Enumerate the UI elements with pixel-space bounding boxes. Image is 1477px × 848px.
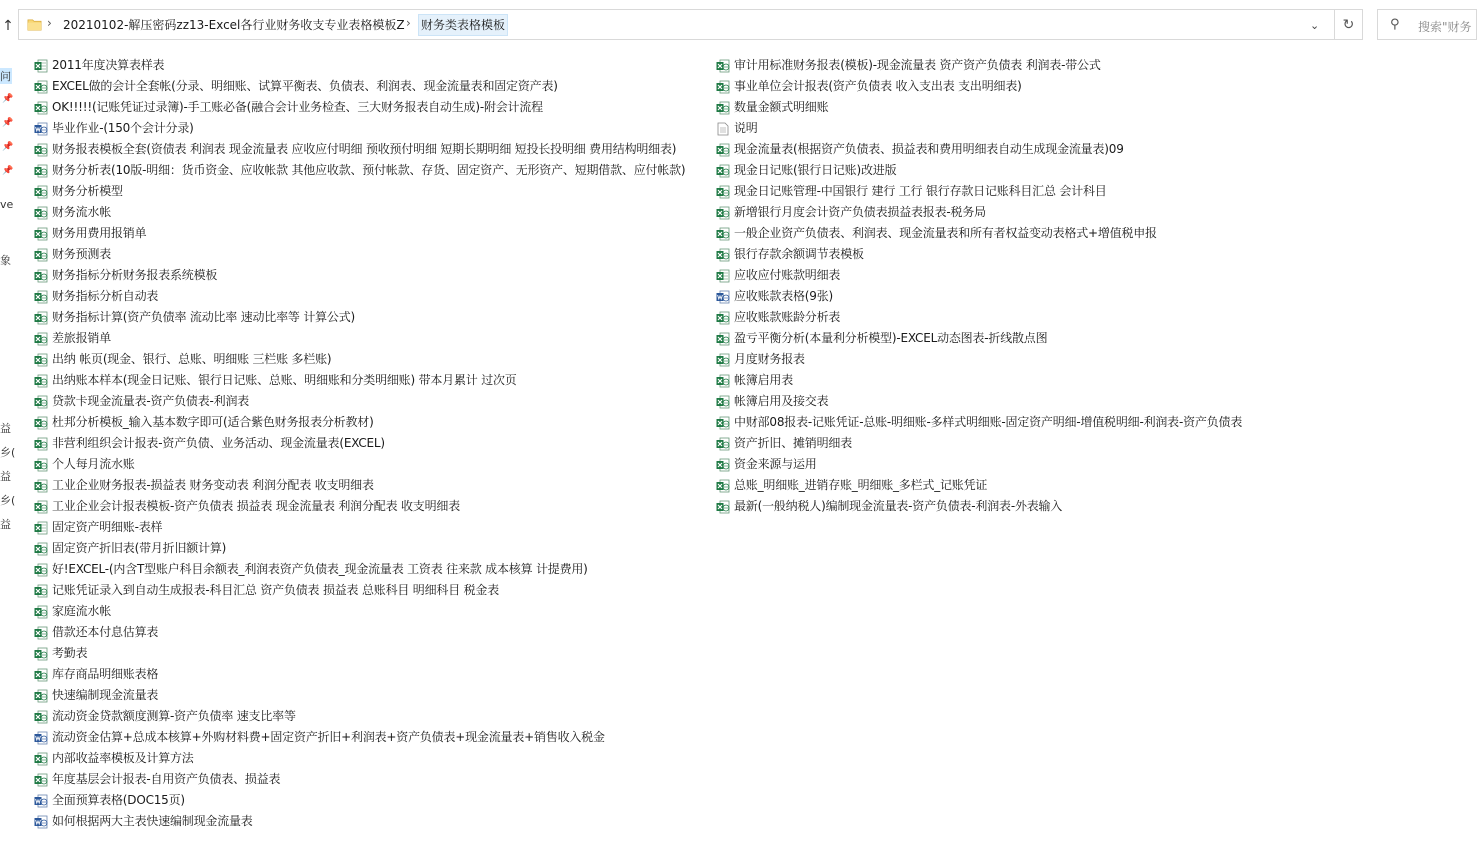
file-name: 一般企业资产负债表、利润表、现金流量表和所有者权益变动表格式+增值税申报 <box>734 226 1157 240</box>
excel-web-file-icon <box>716 353 730 367</box>
file-name: 家庭流水帐 <box>52 604 112 618</box>
file-name: 年度基层会计报表-自用资产负债表、损益表 <box>52 772 281 786</box>
refresh-button[interactable] <box>1334 9 1362 40</box>
excel-web-file-icon <box>34 290 48 304</box>
excel-web-file-icon <box>34 101 48 115</box>
file-item[interactable] <box>716 286 1242 307</box>
file-item[interactable] <box>716 202 1242 223</box>
file-item[interactable] <box>34 601 685 622</box>
nav-item[interactable]: 乡( <box>0 446 16 459</box>
nav-item[interactable]: 益 <box>0 518 11 531</box>
file-item[interactable] <box>34 706 685 727</box>
excel-web-file-icon <box>34 185 48 199</box>
excel-web-file-icon <box>34 80 48 94</box>
file-name: 内部收益率模板及计算方法 <box>52 751 194 765</box>
file-item[interactable] <box>34 790 685 811</box>
nav-item[interactable]: 问 <box>0 70 11 83</box>
pin-icon: 📌 <box>2 166 14 176</box>
file-item[interactable] <box>34 412 685 433</box>
file-name: 现金流量表(根据资产负债表、损益表和费用明细表自动生成现金流量表)09 <box>734 142 1124 156</box>
file-name: 现金日记账(银行日记账)改进版 <box>734 163 897 177</box>
excel-web-file-icon <box>34 164 48 178</box>
file-item[interactable] <box>34 454 685 475</box>
address-bar-area <box>0 0 1472 50</box>
file-item[interactable] <box>34 160 685 181</box>
file-name: 数量金额式明细账 <box>734 100 829 114</box>
excel-web-file-icon <box>716 479 730 493</box>
file-item[interactable] <box>34 181 685 202</box>
file-item[interactable] <box>34 244 685 265</box>
excel-web-file-icon <box>716 395 730 409</box>
excel-web-file-icon <box>716 164 730 178</box>
file-name: 财务分析表(10版-明细：货币资金、应收帐款 其他应收款、预付帐款、存货、固定资产、无形资产、短期借款、应付帐款) <box>52 163 686 177</box>
file-name: 月度财务报表 <box>734 352 805 366</box>
nav-item[interactable]: 益 <box>0 422 11 435</box>
file-name: 固定资产折旧表(带月折旧额计算) <box>52 541 227 555</box>
file-item[interactable] <box>34 475 685 496</box>
file-name: 差旅报销单 <box>52 331 112 345</box>
chevron-right-icon: › <box>406 16 411 30</box>
file-item[interactable] <box>716 370 1242 391</box>
address-box[interactable] <box>18 9 1363 40</box>
excel-web-file-icon <box>34 374 48 388</box>
excel-web-file-icon <box>716 458 730 472</box>
file-name: 个人每月流水账 <box>52 457 135 471</box>
file-name: 审计用标准财务报表(模板)-现金流量表 资产资产负债表 利润表-带公式 <box>734 58 1101 72</box>
file-name: 工业企业财务报表-损益表 财务变动表 利润分配表 收支明细表 <box>52 478 374 492</box>
file-item[interactable] <box>34 748 685 769</box>
file-item[interactable] <box>716 55 1242 76</box>
file-name: 资金来源与运用 <box>734 457 817 471</box>
search-input[interactable] <box>1377 9 1477 40</box>
file-item[interactable] <box>716 97 1242 118</box>
file-name: OK!!!!!(记账凭证过录簿)-手工账必备(融合会计业务检查、三大财务报表自动生成)-附会计流程 <box>52 100 543 114</box>
excel-web-file-icon <box>34 332 48 346</box>
excel-web-file-icon <box>716 500 730 514</box>
excel-web-file-icon <box>34 542 48 556</box>
file-item[interactable] <box>34 811 685 832</box>
file-name: 银行存款余额调节表模板 <box>734 247 864 261</box>
up-arrow-icon[interactable]: ↑ <box>2 18 14 34</box>
navigation-pane <box>0 50 18 848</box>
nav-item[interactable]: 乡( <box>0 494 16 507</box>
file-name: 出纳 帐页(现金、银行、总账、明细账 三栏账 多栏账) <box>52 352 332 366</box>
file-item[interactable] <box>716 433 1242 454</box>
excel-web-file-icon <box>716 248 730 262</box>
excel-web-file-icon <box>34 395 48 409</box>
file-name: 杜邦分析模板_输入基本数字即可(适合紫色财务报表分析教材) <box>52 415 374 429</box>
file-list-column-1 <box>34 55 685 832</box>
file-item[interactable] <box>34 118 685 139</box>
word-web-file-icon <box>34 794 48 808</box>
file-item[interactable] <box>34 727 685 748</box>
file-item[interactable] <box>34 349 685 370</box>
excel-web-file-icon <box>716 416 730 430</box>
breadcrumb-parent[interactable]: 20210102-解压密码zz13-Excel各行业财务收支专业表格模板Z <box>63 18 405 32</box>
file-item[interactable] <box>716 475 1242 496</box>
file-name: 借款还本付息估算表 <box>52 625 159 639</box>
file-name: 好!EXCEL-(内含T型账户科目余额表_利润表资产负债表_现金流量表 工资表 往来款 成本核算 计提费用) <box>52 562 588 576</box>
file-item[interactable] <box>34 76 685 97</box>
pin-icon: 📌 <box>2 118 14 128</box>
excel-web-file-icon <box>34 437 48 451</box>
file-name: 事业单位会计报表(资产负债表 收入支出表 支出明细表) <box>734 79 1022 93</box>
breadcrumb-current[interactable]: 财务类表格模板 <box>418 14 508 36</box>
file-name: 固定资产明细账-表样 <box>52 520 163 534</box>
file-name: 现金日记账管理-中国银行 建行 工行 银行存款日记账科目汇总 会计科目 <box>734 184 1107 198</box>
file-item[interactable] <box>716 139 1242 160</box>
excel-web-file-icon <box>34 689 48 703</box>
file-name: 应收账款账龄分析表 <box>734 310 841 324</box>
excel-web-file-icon <box>34 311 48 325</box>
file-item[interactable] <box>34 55 685 76</box>
excel-web-file-icon <box>34 353 48 367</box>
file-name: 全面预算表格(DOC15页) <box>52 793 185 807</box>
excel-web-file-icon <box>716 59 730 73</box>
nav-item[interactable]: 益 <box>0 470 11 483</box>
file-item[interactable] <box>716 496 1242 517</box>
excel-web-file-icon <box>34 479 48 493</box>
file-item[interactable] <box>34 580 685 601</box>
word-web-file-icon <box>34 815 48 829</box>
file-item[interactable] <box>34 433 685 454</box>
excel-web-file-icon <box>34 605 48 619</box>
file-item[interactable] <box>716 118 1242 139</box>
file-name: 财务指标计算(资产负债率 流动比率 速动比率等 计算公式) <box>52 310 356 324</box>
excel-web-file-icon <box>34 752 48 766</box>
file-item[interactable] <box>716 307 1242 328</box>
excel-web-file-icon <box>34 416 48 430</box>
nav-item[interactable]: 象 <box>0 254 11 267</box>
word-web-file-icon <box>716 290 730 304</box>
file-name: 如何根据两大主表快速编制现金流量表 <box>52 814 253 828</box>
file-item[interactable] <box>34 559 685 580</box>
file-item[interactable] <box>34 286 685 307</box>
file-item[interactable] <box>34 307 685 328</box>
file-name: 工业企业会计报表模板-资产负债表 损益表 现金流量表 利润分配表 收支明细表 <box>52 499 460 513</box>
excel-web-file-icon <box>716 185 730 199</box>
file-name: 资产折旧、摊销明细表 <box>734 436 853 450</box>
excel-web-file-icon <box>34 269 48 283</box>
excel-web-file-icon <box>716 374 730 388</box>
excel-web-file-icon <box>716 437 730 451</box>
excel-web-file-icon <box>716 80 730 94</box>
file-item[interactable] <box>34 496 685 517</box>
file-item[interactable] <box>34 97 685 118</box>
file-item[interactable] <box>716 454 1242 475</box>
excel-web-file-icon <box>34 626 48 640</box>
excel-file-icon <box>34 59 48 73</box>
file-item[interactable] <box>34 391 685 412</box>
file-name: 财务报表模板全套(资债表 利润表 现金流量表 应收应付明细 预收预付明细 短期长期明细 短投长投明细 费用结构明细表) <box>52 142 677 156</box>
file-item[interactable] <box>34 664 685 685</box>
file-name: EXCEL做的会计全套帐(分录、明细账、试算平衡表、负债表、利润表、现金流量表和固定资产表) <box>52 79 558 93</box>
file-name: 财务分析模型 <box>52 184 123 198</box>
search-icon: ⚲ <box>1390 17 1400 32</box>
excel-file-icon <box>716 269 730 283</box>
excel-web-file-icon <box>716 227 730 241</box>
excel-web-file-icon <box>716 206 730 220</box>
file-item[interactable] <box>34 622 685 643</box>
file-name: 中财部08报表-记账凭证-总账-明细账-多样式明细账-固定资产明细-增值税明细-利润表-资产负债表 <box>734 415 1243 429</box>
chevron-right-icon: › <box>47 16 52 30</box>
file-name: 财务指标分析财务报表系统模板 <box>52 268 218 282</box>
file-name: 流动资金贷款额度测算-资产负债率 速支比率等 <box>52 709 296 723</box>
file-name: 财务用费用报销单 <box>52 226 147 240</box>
file-item[interactable] <box>34 769 685 790</box>
file-name: 流动资金估算+总成本核算+外购材料费+固定资产折旧+利润表+资产负债表+现金流量表+销售收入税金 <box>52 730 605 744</box>
excel-web-file-icon <box>34 773 48 787</box>
file-item[interactable] <box>34 370 685 391</box>
file-name: 帐簿启用表 <box>734 373 794 387</box>
file-item[interactable] <box>716 328 1242 349</box>
file-item[interactable] <box>716 244 1242 265</box>
search-placeholder: 搜索"财务 <box>1418 20 1472 34</box>
file-name: 应收账款表格(9张) <box>734 289 833 303</box>
file-name: 应收应付账款明细表 <box>734 268 841 282</box>
file-name: 财务指标分析自动表 <box>52 289 159 303</box>
file-item[interactable] <box>34 643 685 664</box>
excel-web-file-icon <box>716 101 730 115</box>
file-name: 财务流水帐 <box>52 205 112 219</box>
word-web-file-icon <box>34 122 48 136</box>
excel-web-file-icon <box>716 332 730 346</box>
file-name: 财务预测表 <box>52 247 112 261</box>
file-name: 贷款卡现金流量表-资产负债表-利润表 <box>52 394 250 408</box>
file-item[interactable] <box>716 181 1242 202</box>
file-list-column-2 <box>716 55 1242 517</box>
excel-web-file-icon <box>34 563 48 577</box>
folder-icon <box>27 17 42 32</box>
excel-web-file-icon <box>716 143 730 157</box>
excel-web-file-icon <box>34 227 48 241</box>
refresh-icon: ↻ <box>1342 16 1355 33</box>
file-name: 库存商品明细账表格 <box>52 667 159 681</box>
excel-web-file-icon <box>34 710 48 724</box>
file-name: 说明 <box>734 121 758 135</box>
word-web-file-icon <box>34 731 48 745</box>
file-item[interactable] <box>716 412 1242 433</box>
file-name: 考勤表 <box>52 646 88 660</box>
file-item[interactable] <box>716 349 1242 370</box>
excel-web-file-icon <box>34 458 48 472</box>
excel-web-file-icon <box>34 668 48 682</box>
chevron-down-icon[interactable]: ⌄ <box>1310 19 1320 32</box>
excel-web-file-icon <box>34 500 48 514</box>
excel-web-file-icon <box>34 206 48 220</box>
pin-icon: 📌 <box>2 142 14 152</box>
excel-web-file-icon <box>34 647 48 661</box>
file-name: 2011年度决算表样表 <box>52 58 165 72</box>
file-item[interactable] <box>34 139 685 160</box>
excel-file-icon <box>34 521 48 535</box>
excel-web-file-icon <box>34 248 48 262</box>
file-name: 帐簿启用及接交表 <box>734 394 829 408</box>
text-file-icon <box>716 122 730 136</box>
nav-item[interactable]: ve <box>0 198 14 211</box>
file-item[interactable] <box>34 223 685 244</box>
file-item[interactable] <box>34 265 685 286</box>
file-item[interactable] <box>716 160 1242 181</box>
file-item[interactable] <box>34 685 685 706</box>
file-item[interactable] <box>34 202 685 223</box>
excel-web-file-icon <box>34 584 48 598</box>
file-name: 盈亏平衡分析(本量利分析模型)-EXCEL动态图表-折线散点图 <box>734 331 1048 345</box>
file-name: 毕业作业-(150个会计分录) <box>52 121 194 135</box>
file-item[interactable] <box>34 328 685 349</box>
excel-web-file-icon <box>716 311 730 325</box>
file-item[interactable] <box>716 265 1242 286</box>
file-name: 快速编制现金流量表 <box>52 688 159 702</box>
file-name: 出纳账本样本(现金日记账、银行日记账、总账、明细账和分类明细账) 带本月累计 过次页 <box>52 373 517 387</box>
file-item[interactable] <box>716 223 1242 244</box>
excel-web-file-icon <box>34 143 48 157</box>
file-name: 新增银行月度会计资产负债表损益表报表-税务局 <box>734 205 986 219</box>
pin-icon: 📌 <box>2 94 14 104</box>
file-name: 最新(一般纳税人)编制现金流量表-资产负债表-利润表-外表输入 <box>734 499 1063 513</box>
file-item[interactable] <box>34 517 685 538</box>
file-name: 总账_明细账_进销存账_明细账_多栏式_记账凭证 <box>734 478 988 492</box>
file-name: 记账凭证录入到自动生成报表-科目汇总 资产负债表 损益表 总账科目 明细科目 税金表 <box>52 583 500 597</box>
file-item[interactable] <box>34 538 685 559</box>
file-item[interactable] <box>716 391 1242 412</box>
file-item[interactable] <box>716 76 1242 97</box>
file-name: 非营利组织会计报表-资产负债、业务活动、现金流量表(EXCEL) <box>52 436 385 450</box>
